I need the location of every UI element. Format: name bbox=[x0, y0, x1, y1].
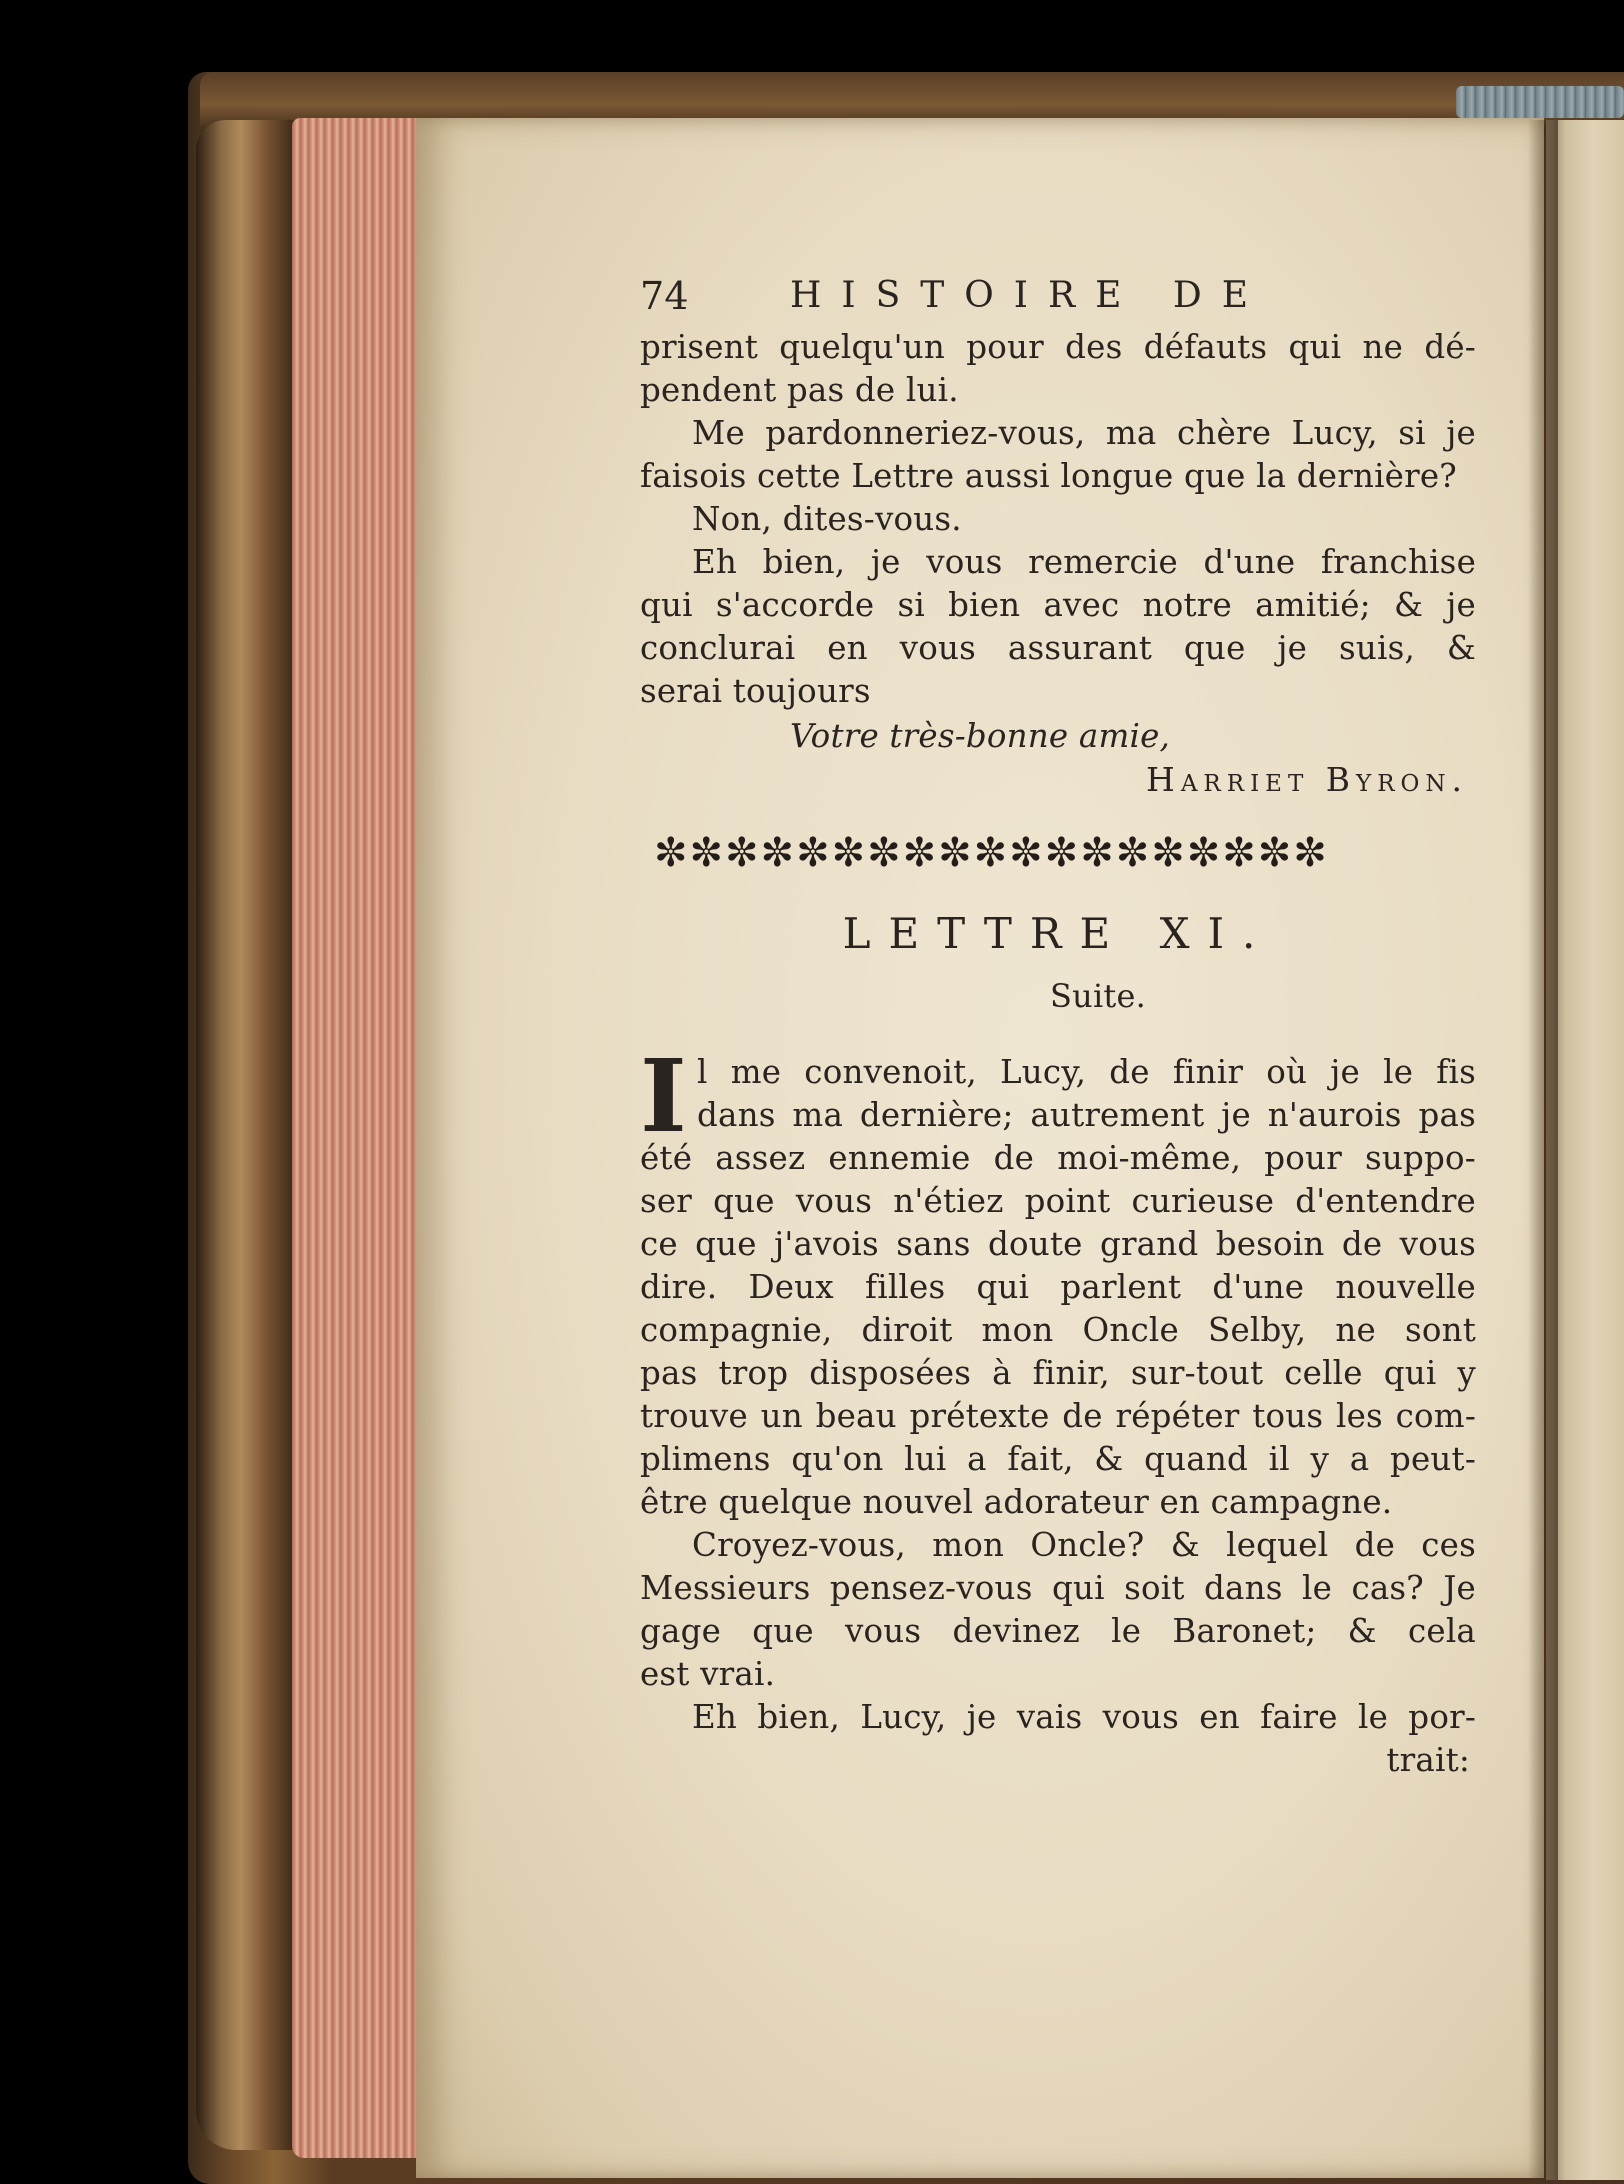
page-text bbox=[640, 270, 1476, 1782]
headband bbox=[1456, 86, 1624, 118]
text-line: dire. Deux filles qui parlent d'une nouvelle bbox=[640, 1268, 1476, 1306]
text-line: conclurai en vous assurant que je suis, & bbox=[640, 629, 1476, 667]
signature: Harriet Byron. bbox=[1146, 760, 1468, 799]
text-line: Messieurs pensez-vous qui soit dans le cas? Je bbox=[640, 1569, 1476, 1607]
book-fore-edge-binding bbox=[196, 120, 296, 2150]
text-line: pendent pas de lui. bbox=[640, 371, 959, 409]
text-line: compagnie, diroit mon Oncle Selby, ne sont bbox=[640, 1311, 1476, 1349]
paragraph bbox=[640, 1037, 1476, 1524]
text-line: est vrai. bbox=[640, 1655, 776, 1693]
letter-heading: LETTRE XI. bbox=[842, 909, 1274, 958]
text-line: trouve un beau prétexte de répéter tous les com- bbox=[640, 1397, 1476, 1435]
text-line: pas trop disposées à finir, sur-tout celle qui y bbox=[640, 1354, 1476, 1392]
closing-salutation: Votre très-bonne amie, bbox=[790, 717, 1171, 755]
text-line: été assez ennemie de moi-même, pour suppo- bbox=[640, 1139, 1476, 1177]
page-number: 74 bbox=[640, 274, 689, 318]
text-line: Me pardonneriez-vous, ma chère Lucy, si je bbox=[692, 414, 1476, 452]
text-line: ce que j'avois sans doute grand besoin de vous bbox=[640, 1225, 1476, 1263]
text-line: être quelque nouvel adorateur en campagne. bbox=[640, 1483, 1393, 1521]
running-title: HISTOIRE DE bbox=[790, 275, 1268, 316]
text-line: faisois cette Lettre aussi longue que la dernière? bbox=[640, 457, 1457, 495]
running-head bbox=[640, 270, 1476, 322]
gutter-shadow bbox=[1528, 120, 1558, 2180]
text-line: Eh bien, je vous remercie d'une franchise bbox=[692, 543, 1476, 581]
ornament-rule: ✼✼✼✼✼✼✼✼✼✼✼✼✼✼✼✼✼✼✼ bbox=[654, 830, 1329, 876]
text-line: ser que vous n'étiez point curieuse d'entendre bbox=[640, 1182, 1476, 1220]
drop-cap: I bbox=[640, 1037, 687, 1155]
text-line: gage que vous devinez le Baronet; & cela bbox=[640, 1612, 1476, 1650]
text-line: qui s'accorde si bien avec notre amitié; & je bbox=[640, 586, 1476, 624]
text-line: serai toujours bbox=[640, 672, 871, 710]
text-line: Non, dites-vous. bbox=[692, 500, 962, 538]
catchword: trait: bbox=[1386, 1741, 1470, 1779]
text-line: plimens qu'on lui a fait, & quand il y a peut- bbox=[640, 1440, 1476, 1478]
letter-subheading: Suite. bbox=[1050, 977, 1146, 1015]
text-line: dans ma dernière; autrement je n'aurois pas bbox=[696, 1096, 1476, 1134]
text-line: l me convenoit, Lucy, de finir où je le fis bbox=[696, 1053, 1476, 1091]
text-line: Eh bien, Lucy, je vais vous en faire le por- bbox=[692, 1698, 1476, 1736]
text-line: Croyez-vous, mon Oncle? & lequel de ces bbox=[692, 1526, 1476, 1564]
text-line: prisent quelqu'un pour des défauts qui ne dé- bbox=[640, 328, 1476, 366]
page-edges bbox=[292, 118, 422, 2158]
